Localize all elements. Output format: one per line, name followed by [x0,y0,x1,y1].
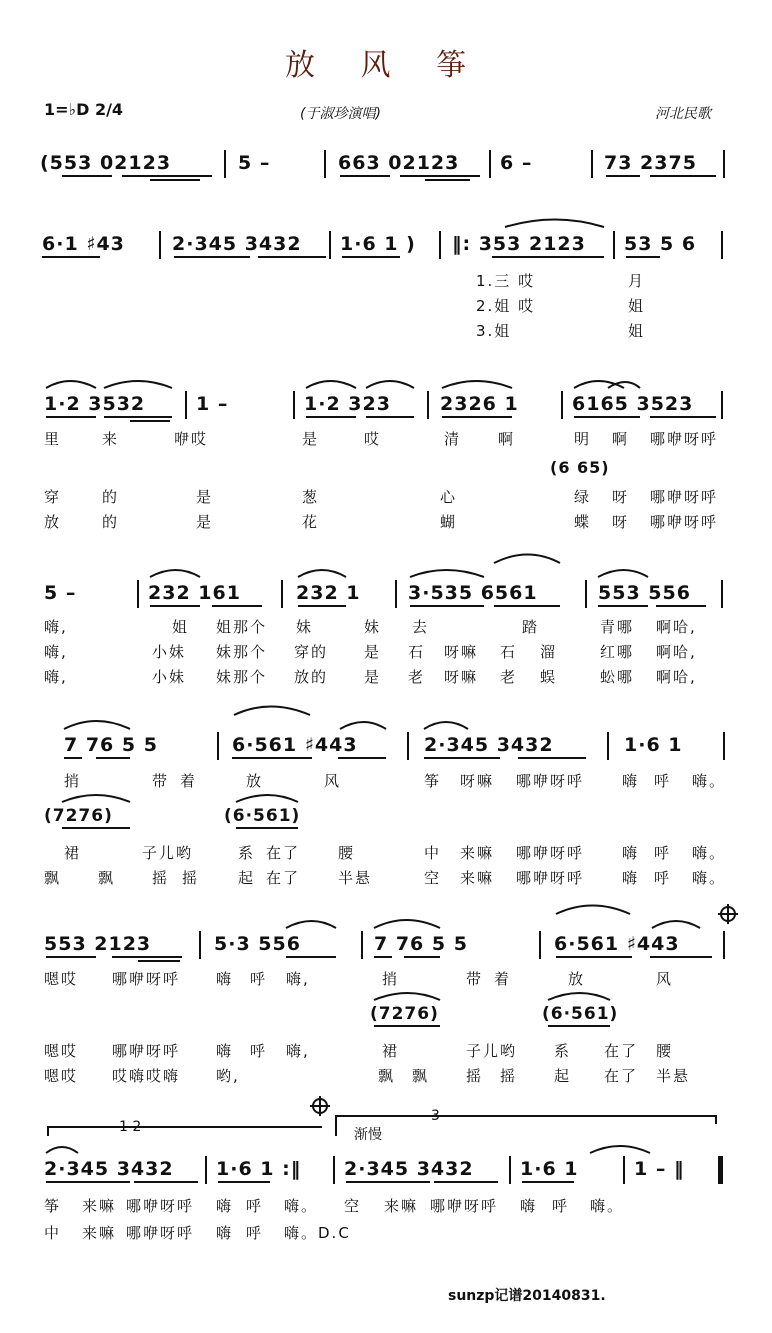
lyric: 呀 [612,513,630,531]
lyric: 啊哈, [656,643,697,661]
lyric: 带 [152,772,170,790]
lyric: 清 [444,430,462,448]
lyric: 是 [364,668,382,686]
coda-icon [718,904,738,924]
lyric: 青哪 [600,618,635,636]
measure: 2·345 3432 [344,1158,474,1180]
lyric: 啊哈, [656,618,697,636]
measure: 73 2375 [604,152,697,174]
lyric: 飘 [378,1067,396,1085]
lyric: 嗨 [216,1042,234,1060]
lyric: 腰 [656,1042,674,1060]
lyric: 花 [302,513,320,531]
measure: 553 2123 [44,933,152,955]
lyric: 风 [656,970,674,988]
lyric: 呀 [612,488,630,506]
parenthetical-notes: (6·561) [542,1004,619,1024]
lyric: 嗯哎 [44,1042,79,1060]
parenthetical-notes: (7276) [44,806,113,826]
lyric: 啊 [498,430,516,448]
measure: 6 – [500,152,533,174]
page-title: 放 风 筝 [285,48,485,83]
lyric: 嗨 [520,1197,538,1215]
measure: 1·6 1 [624,734,683,756]
lyric: 呼 [552,1197,570,1215]
measure: 5·3 556 [214,933,301,955]
lyric: 妹 [364,618,382,636]
lyric: 捎 [64,772,82,790]
lyric: 筝 [44,1197,62,1215]
lyric: 半悬 [338,869,373,887]
lyric: 嗨 [216,1197,234,1215]
parenthetical-notes: (6·561) [224,806,301,826]
volta-label-first: 1 2 [116,1119,144,1135]
lyric: 嗨 [622,772,640,790]
lyric: 哪咿呀呼 [650,430,719,448]
lyric: 放 [246,772,264,790]
lyric: 嗨。 [692,844,727,862]
lyric: 心 [440,488,458,506]
lyric: 中 [424,844,442,862]
lyric: 老 [408,668,426,686]
lyric: 啊 [612,430,630,448]
lyric: 呼 [654,772,672,790]
lyric: 摇 [152,869,170,887]
lyric: 姐 [628,297,646,315]
lyric: 姐那个 [216,618,268,636]
lyric: 老 [500,668,518,686]
lyric: 蜈 [540,668,558,686]
measure: 1·6 1 [520,1158,579,1180]
lyric: 哪咿呀呼 [516,844,585,862]
lyric: 呼 [246,1197,264,1215]
performer-credit: (于淑珍演唱) [300,106,381,122]
measure: 1 – [196,393,229,415]
lyric: 哎 [364,430,382,448]
lyric: 嗨。 [590,1197,625,1215]
lyric: 在了 [266,869,301,887]
lyric: 腰 [338,844,356,862]
lyric: 飘 [44,869,62,887]
lyric: 石 [500,643,518,661]
lyric: 姐 [172,618,190,636]
lyric: 带 [466,970,484,988]
lyric: 在了 [604,1067,639,1085]
lyric: 蚣哪 [600,668,635,686]
lyric: 裙 [64,844,82,862]
lyric: 呼 [246,1224,264,1242]
lyric: 绿 [574,488,592,506]
measure: 2·345 3432 [44,1158,174,1180]
lyric: 哪咿呀呼 [112,970,181,988]
lyric: 踏 [522,618,540,636]
lyric: 起 [238,869,256,887]
measure: ‖: 353 2123 [452,233,586,255]
transcriber-credit: sunzp记谱20140831. [448,1288,606,1304]
lyric: 嗨, [286,1042,310,1060]
lyric: 嗨 [216,970,234,988]
measure: 2·345 3432 [172,233,302,255]
lyric: 嗨 [622,844,640,862]
measure: 1·6 1 ) [340,233,416,255]
lyric: 去 [412,618,430,636]
lyric: 裙 [382,1042,400,1060]
measure: 6165 3523 [572,393,694,415]
measure: 5 – [238,152,271,174]
lyric: 起 [554,1067,572,1085]
lyric: 啊哈, [656,668,697,686]
lyric: 是 [364,643,382,661]
measure: 7 76 5 5 [374,933,468,955]
lyric: 嗨 [622,869,640,887]
measure: 2326 1 [440,393,519,415]
measure: 1 – ‖ [634,1158,685,1180]
measure: 232 1 [296,582,361,604]
lyric: 蝶 [574,513,592,531]
measure: 5 – [44,582,77,604]
lyric: 穿的 [294,643,329,661]
lyric: 姐 [628,322,646,340]
tempo-marking: 渐慢 [354,1127,382,1143]
lyric: 的 [102,513,120,531]
lyric: 空 [344,1197,362,1215]
lyric: 哎嗨哎嗨 [112,1067,181,1085]
lyric: 哪咿呀呼 [516,772,585,790]
lyric: 是 [196,488,214,506]
lyric: 的 [102,488,120,506]
lyric: 红哪 [600,643,635,661]
measure: 1·2 323 [304,393,391,415]
lyric: 筝 [424,772,442,790]
lyric: 着 [180,772,198,790]
lyric: 来 [102,430,120,448]
lyric: 呀嘛 [444,668,479,686]
coda-icon [310,1096,330,1116]
lyric: 放的 [294,668,329,686]
song-origin: 河北民歌 [655,106,711,122]
lyric: 捎 [382,970,400,988]
lyric: 小妹 [152,643,187,661]
measure: 6·561 ♯443 [554,933,680,955]
lyric: 飘 [98,869,116,887]
lyric: 摇 [500,1067,518,1085]
lyric: 月 [628,272,646,290]
lyric: 来嘛 [460,844,495,862]
measure: 1·2 3532 [44,393,146,415]
lyric: 嗨, [44,643,68,661]
lyric: 哪咿呀呼 [650,488,719,506]
lyric: 呼 [654,844,672,862]
lyric: 哪咿呀呼 [430,1197,499,1215]
lyric: 哪咿呀呼 [126,1197,195,1215]
lyric: 呼 [654,869,672,887]
lyric: 溜 [540,643,558,661]
lyric: 放 [44,513,62,531]
lyric: 来嘛 [460,869,495,887]
lyric: 妹 [296,618,314,636]
measure: 2·345 3432 [424,734,554,756]
lyric: 里 [44,430,62,448]
parenthetical-notes: (6 65) [550,458,610,477]
lyric: 飘 [412,1067,430,1085]
lyric: 1.三 哎 [476,272,536,290]
lyric: 嗨。 [692,869,727,887]
measure: 553 556 [598,582,691,604]
lyric: 嗨。 [284,1197,319,1215]
lyric: 嗯哎 [44,970,79,988]
lyric: 摇 [466,1067,484,1085]
lyric: 嗨。 [692,772,727,790]
measure: 663 02123 [338,152,460,174]
lyric: 哪咿呀呼 [112,1042,181,1060]
parenthetical-notes: (7276) [370,1004,439,1024]
key-signature: 1=♭D 2/4 [44,100,124,119]
lyric: 嗨。D.C [284,1224,351,1242]
lyric: 是 [196,513,214,531]
lyric: 摇 [182,869,200,887]
lyric: 咿哎 [174,430,209,448]
lyric: 风 [324,772,342,790]
measure: 53 5 6 [624,233,697,255]
lyric: 哟, [216,1067,240,1085]
lyric: 在了 [604,1042,639,1060]
lyric: 中 [44,1224,62,1242]
lyric: 妹那个 [216,643,268,661]
lyric: 哪咿呀呼 [516,869,585,887]
lyric: 嗨, [286,970,310,988]
lyric: 呀嘛 [460,772,495,790]
lyric: 嗨, [44,668,68,686]
measure: (553 02123 [40,152,172,174]
lyric: 呼 [250,970,268,988]
lyric: 系 [238,844,256,862]
lyric: 蝴 [440,513,458,531]
lyric: 来嘛 [384,1197,419,1215]
measure: 1·6 1 :‖ [216,1158,302,1180]
lyric: 小妹 [152,668,187,686]
measure: 3·535 6561 [408,582,538,604]
measure: 6·1 ♯43 [42,233,125,255]
volta-label-second: 3 [428,1108,443,1124]
lyric: 子儿哟 [466,1042,518,1060]
lyric: 石 [408,643,426,661]
measure: 6·561 ♯443 [232,734,358,756]
lyric: 放 [568,970,586,988]
lyric: 半悬 [656,1067,691,1085]
lyric: 来嘛 [82,1224,117,1242]
lyric: 是 [302,430,320,448]
lyric: 2.姐 哎 [476,297,536,315]
lyric: 嗨 [216,1224,234,1242]
lyric: 妹那个 [216,668,268,686]
measure: 7 76 5 5 [64,734,158,756]
lyric: 在了 [266,844,301,862]
lyric: 子儿哟 [142,844,194,862]
measure: 232 161 [148,582,241,604]
lyric: 哪咿呀呼 [126,1224,195,1242]
lyric: 系 [554,1042,572,1060]
lyric: 3.姐 [476,322,512,340]
lyric: 哪咿呀呼 [650,513,719,531]
lyric: 葱 [302,488,320,506]
lyric: 来嘛 [82,1197,117,1215]
lyric: 空 [424,869,442,887]
lyric: 穿 [44,488,62,506]
lyric: 着 [494,970,512,988]
lyric: 呀嘛 [444,643,479,661]
lyric: 呼 [250,1042,268,1060]
lyric: 嗨, [44,618,68,636]
lyric: 明 [574,430,592,448]
lyric: 嗯哎 [44,1067,79,1085]
